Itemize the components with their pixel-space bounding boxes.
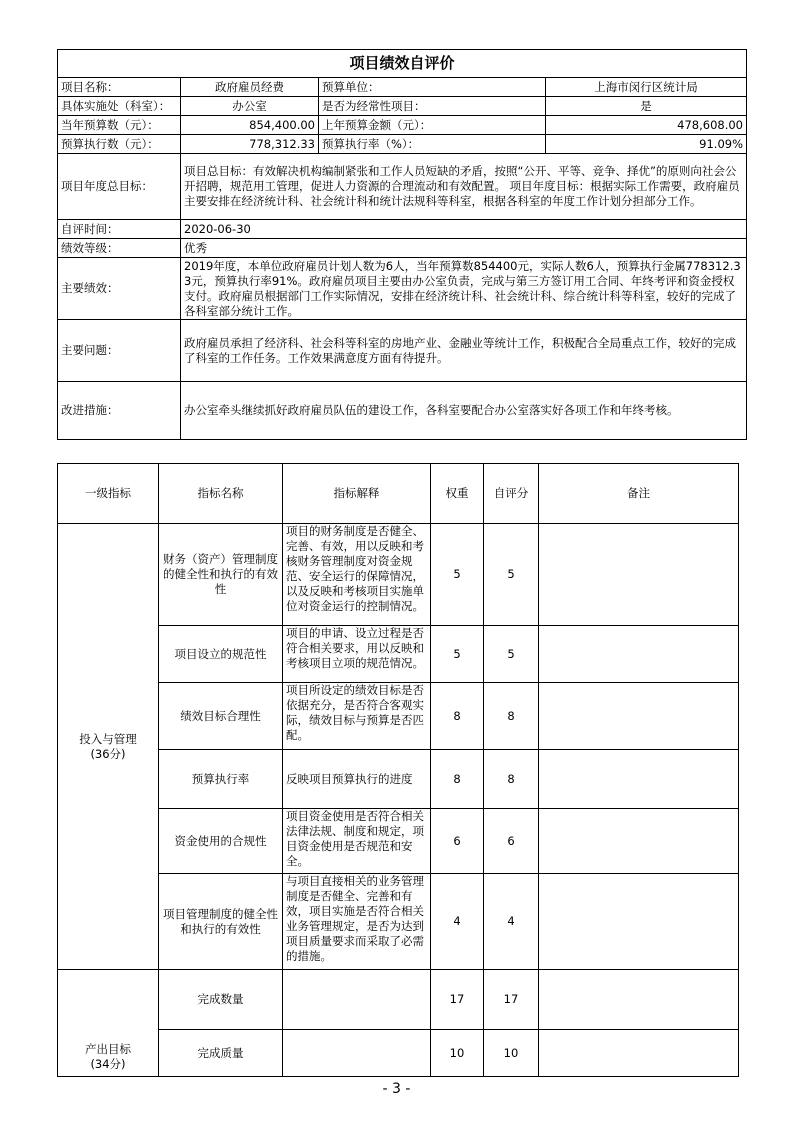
indicator-name: 资金使用的合规性 — [159, 809, 283, 874]
current-budget-label: 当年预算数（元）： — [58, 116, 181, 135]
indicator-weight: 5 — [431, 524, 484, 626]
indicator-weight: 10 — [431, 1030, 484, 1077]
executed-value: 778,312.33 — [181, 135, 319, 154]
indicator-score: 6 — [484, 809, 539, 874]
main-issues-label: 主要问题： — [58, 320, 181, 382]
indicator-name: 项目管理制度的健全性和执行的有效性 — [159, 874, 283, 970]
main-results-label: 主要绩效： — [58, 258, 181, 320]
project-name-label: 项目名称： — [58, 78, 181, 97]
header-weight: 权重 — [431, 464, 484, 524]
budget-unit-value: 上海市闵行区统计局 — [546, 78, 747, 97]
level1-input-management: 投入与管理 (36分) — [58, 524, 159, 970]
indicator-explanation — [283, 1030, 431, 1077]
table-row — [58, 750, 739, 809]
implementer-value: 办公室 — [181, 97, 319, 116]
indicator-name: 完成质量 — [159, 1030, 283, 1077]
indicator-remarks — [539, 524, 739, 626]
main-results-text: 2019年度，本单位政府雇员计划人数为6人，当年预算数854400元，实际人数6人，预算执行金属778312.33元，预算执行率91%。政府雇员项目主要由办公室负责，完成与第三方签订用工合同、年终考评和资金授权支付。政府雇员根据部门工作实际情况，安排在经济统计科、社会统计科、综合统计科等科室，较好的完成了各科室部分统计工作。 — [181, 258, 747, 320]
indicator-weight: 8 — [431, 683, 484, 750]
header-explanation: 指标解释 — [283, 464, 431, 524]
header-score: 自评分 — [484, 464, 539, 524]
page-number: - 3 - — [382, 1081, 411, 1097]
indicator-table — [57, 463, 739, 1077]
indicator-remarks — [539, 809, 739, 874]
level1-output-target: 产出目标 (34分) — [58, 970, 159, 1077]
grade-label: 绩效等级： — [58, 239, 181, 258]
improvement-label: 改进措施： — [58, 382, 181, 440]
project-summary-table — [57, 49, 747, 440]
table-row — [58, 683, 739, 750]
indicator-score: 8 — [484, 683, 539, 750]
budget-unit-label: 预算单位： — [319, 78, 546, 97]
table-row — [58, 970, 739, 1030]
indicator-explanation — [283, 970, 431, 1030]
indicator-score: 10 — [484, 1030, 539, 1077]
indicator-score: 4 — [484, 874, 539, 970]
indicator-explanation: 项目资金使用是否符合相关法律法规、制度和规定，项目资金使用是否规范和安全。 — [283, 809, 431, 874]
recurring-label: 是否为经常性项目： — [319, 97, 546, 116]
indicator-score: 17 — [484, 970, 539, 1030]
execution-rate-label: 预算执行率（%）： — [319, 135, 546, 154]
indicator-remarks — [539, 970, 739, 1030]
indicator-name: 绩效目标合理性 — [159, 683, 283, 750]
annual-goal-text: 项目总目标：有效解决机构编制紧张和工作人员短缺的矛盾，按照“公开、平等、竞争、择优”的原则向社会公开招聘，规范用工管理，促进人力资源的合理流动和有效配置。 项目年度目标：根据实际工作需要，政府雇员主要安排在经济统计科、社会统计科和统计法规科等科室，根据各科室的年度工作计划分担部分工作。 — [181, 154, 747, 220]
indicator-weight: 6 — [431, 809, 484, 874]
indicator-explanation: 项目的财务制度是否健全、完善、有效，用以反映和考核财务管理制度对资金规范、安全运行的保障情况，以及反映和考核项目实施单位对资金运行的控制情况。 — [283, 524, 431, 626]
indicator-name: 项目设立的规范性 — [159, 626, 283, 683]
main-issues-text: 政府雇员承担了经济科、社会科等科室的房地产业、金融业等统计工作，积极配合全局重点工作，较好的完成了科室的工作任务。工作效果满意度方面有待提升。 — [181, 320, 747, 382]
indicator-remarks — [539, 626, 739, 683]
indicator-name: 财务（资产）管理制度的健全性和执行的有效性 — [159, 524, 283, 626]
indicator-name: 预算执行率 — [159, 750, 283, 809]
recurring-value: 是 — [546, 97, 747, 116]
indicator-weight: 8 — [431, 750, 484, 809]
table-row — [58, 874, 739, 970]
indicator-score: 5 — [484, 524, 539, 626]
execution-rate-value: 91.09% — [546, 135, 747, 154]
table-row — [58, 524, 739, 626]
eval-time-value: 2020-06-30 — [181, 220, 747, 239]
indicator-remarks — [539, 750, 739, 809]
last-year-budget-value: 478,608.00 — [546, 116, 747, 135]
table-row — [58, 1030, 739, 1077]
header-level1: 一级指标 — [58, 464, 159, 524]
indicator-remarks — [539, 1030, 739, 1077]
indicator-explanation: 项目所设定的绩效目标是否依据充分，是否符合客观实际，绩效目标与预算是否匹配。 — [283, 683, 431, 750]
improvement-text: 办公室牵头继续抓好政府雇员队伍的建设工作，各科室要配合办公室落实好各项工作和年终考核。 — [181, 382, 747, 440]
project-name-value: 政府雇员经费 — [181, 78, 319, 97]
indicator-explanation: 与项目直接相关的业务管理制度是否健全、完善和有效，项目实施是否符合相关业务管理规定，是否为达到项目质量要求而采取了必需的措施。 — [283, 874, 431, 970]
header-remarks: 备注 — [539, 464, 739, 524]
grade-value: 优秀 — [181, 239, 747, 258]
indicator-explanation: 反映项目预算执行的进度 — [283, 750, 431, 809]
indicator-score: 5 — [484, 626, 539, 683]
last-year-budget-label: 上年预算金额（元）： — [319, 116, 546, 135]
indicator-weight: 17 — [431, 970, 484, 1030]
indicator-weight: 5 — [431, 626, 484, 683]
table-row — [58, 809, 739, 874]
executed-label: 预算执行数（元）： — [58, 135, 181, 154]
table-row — [58, 626, 739, 683]
header-name: 指标名称 — [159, 464, 283, 524]
indicator-remarks — [539, 874, 739, 970]
implementer-label: 具体实施处（科室）： — [58, 97, 181, 116]
indicator-weight: 4 — [431, 874, 484, 970]
page-title: 项目绩效自评价 — [58, 50, 747, 78]
indicator-remarks — [539, 683, 739, 750]
indicator-name: 完成数量 — [159, 970, 283, 1030]
indicator-score: 8 — [484, 750, 539, 809]
annual-goal-label: 项目年度总目标： — [58, 154, 181, 220]
indicator-explanation: 项目的申请、设立过程是否符合相关要求，用以反映和考核项目立项的规范情况。 — [283, 626, 431, 683]
eval-time-label: 自评时间： — [58, 220, 181, 239]
current-budget-value: 854,400.00 — [181, 116, 319, 135]
